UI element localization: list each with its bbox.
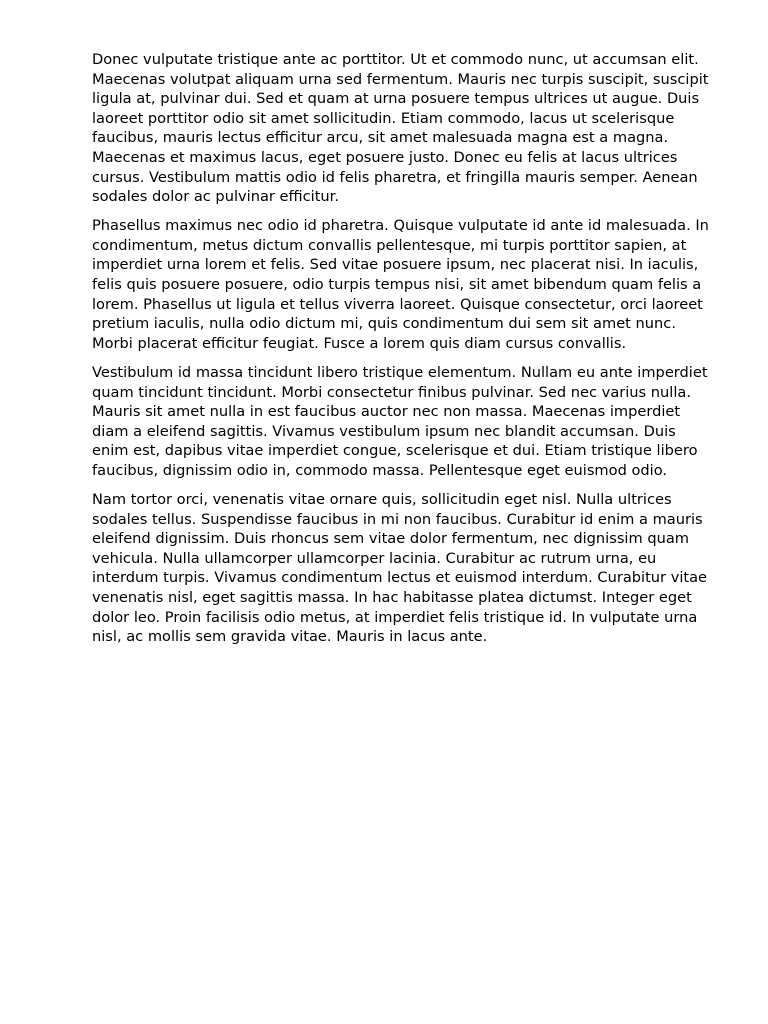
document-page — [92, 50, 712, 656]
paragraph-2: Phasellus maximus nec odio id pharetra. Quisque vulputate id ante id malesuada. In condimentum, metus dictum convallis pellentesque, mi turpis porttitor sapien, at imperdiet urna lorem et felis. Sed vitae posuere ipsum, nec placerat nisi. In iaculis, felis quis posuere posuere, odio turpis tempus nisi, sit amet bibendum quam felis a lorem. Phasellus ut ligula et tellus viverra laoreet. Quisque consectetur, orci laoreet pretium iaculis, nulla odio dictum mi, quis condimentum dui sem sit amet nunc. Morbi placerat efficitur feugiat. Fusce a lorem quis diam cursus convallis. — [92, 217, 709, 352]
paragraph-4: Nam tortor orci, venenatis vitae ornare quis, sollicitudin eget nisl. Nulla ultrices sodales tellus. Suspendisse faucibus in mi non faucibus. Curabitur id enim a mauris eleifend dignissim. Duis rhoncus sem vitae dolor fermentum, nec dignissim quam vehicula. Nulla ullamcorper ullamcorper lacinia. Curabitur ac rutrum urna, eu interdum turpis. Vivamus condimentum lectus et euismod interdum. Curabitur vitae venenatis nisl, eget sagittis massa. In hac habitasse platea dictumst. Integer eget dolor leo. Proin facilisis odio metus, at imperdiet felis tristique id. In vulputate urna nisl, ac mollis sem gravida vitae. Mauris in lacus ante. — [92, 490, 708, 646]
paragraph-3: Vestibulum id massa tincidunt libero tristique elementum. Nullam eu ante imperdiet quam tincidunt tincidunt. Morbi consectetur finibus pulvinar. Sed nec varius nulla. Mauris sit amet nulla in est faucibus auctor nec non massa. Maecenas imperdiet diam a eleifend sagittis. Vivamus vestibulum ipsum nec blandit accumsan. Duis enim est, dapibus vitae imperdiet congue, scelerisque et dui. Etiam tristique libero faucibus, dignissim odio in, commodo massa. Pellentesque eget euismod odio. — [92, 363, 708, 479]
paragraph-1: Donec vulputate tristique ante ac porttitor. Ut et commodo nunc, ut accumsan elit. Maecenas volutpat aliquam urna sed fermentum. Mauris nec turpis suscipit, suscipit ligula at, pulvinar dui. Sed et quam at urna posuere tempus ultrices ut augue. Duis laoreet porttitor odio sit amet sollicitudin. Etiam commodo, lacus ut scelerisque faucibus, mauris lectus efficitur arcu, sit amet malesuada magna est a magna. Maecenas et maximus lacus, eget posuere justo. Donec eu felis at lacus ultrices cursus. Vestibulum mattis odio id felis pharetra, et fringilla mauris semper. Aenean sodales dolor ac pulvinar efficitur. — [92, 51, 709, 206]
